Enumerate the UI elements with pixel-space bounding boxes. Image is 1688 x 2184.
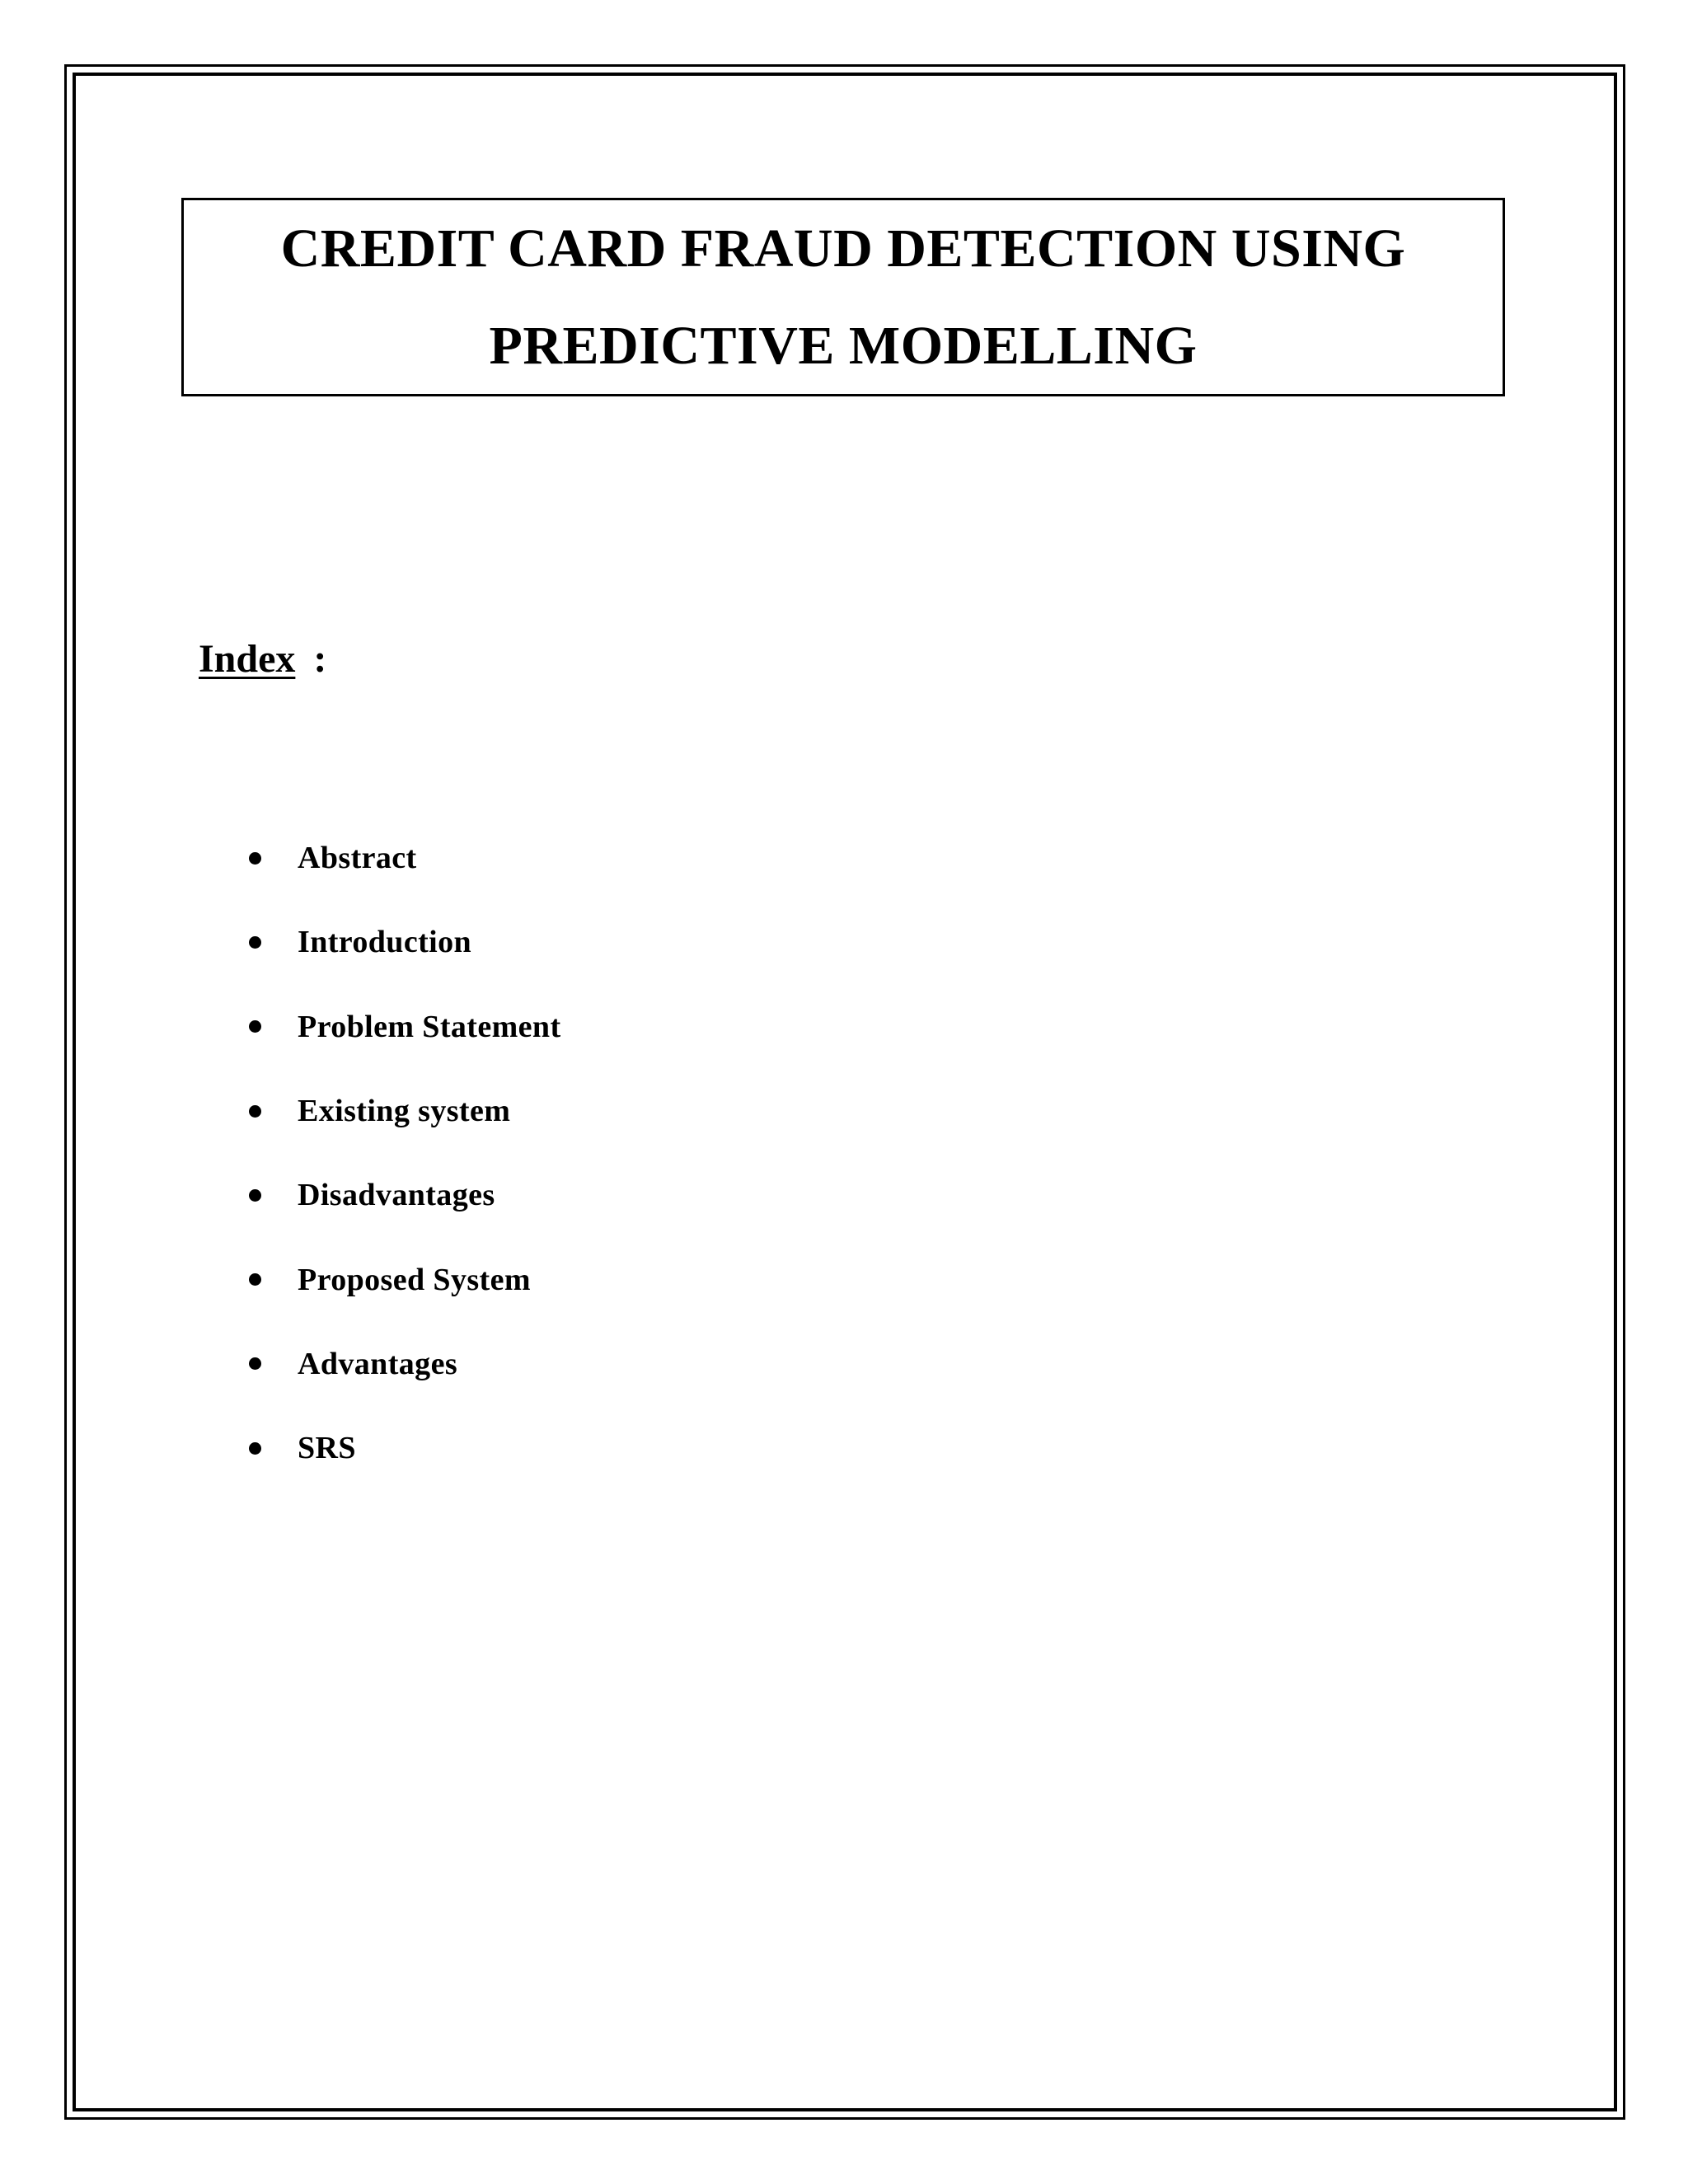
toc-item-existing-system (247, 1069, 511, 1153)
toc-list (247, 816, 561, 1490)
toc-item-proposed-system (247, 1237, 531, 1321)
toc-item-problem-statement (247, 985, 561, 1069)
bullet-icon (249, 1357, 261, 1370)
toc-item-label: Abstract (298, 841, 417, 876)
index-heading (199, 633, 326, 686)
toc-item-label: Proposed System (298, 1262, 531, 1297)
bullet-icon (249, 1189, 261, 1202)
bullet-icon (249, 1020, 261, 1033)
bullet-icon (249, 1105, 261, 1118)
toc-item-abstract (247, 816, 417, 900)
title-line-2: PREDICTIVE MODELLING (489, 315, 1198, 376)
title-box (181, 198, 1505, 396)
bullet-icon (249, 1442, 261, 1455)
toc-item-label: SRS (298, 1431, 356, 1466)
title-line-1: CREDIT CARD FRAUD DETECTION USING (280, 218, 1406, 279)
toc-item-srs (247, 1406, 356, 1490)
toc-item-label: Introduction (298, 925, 472, 960)
toc-item-advantages (247, 1322, 458, 1406)
toc-item-disadvantages (247, 1153, 495, 1237)
toc-item-label: Advantages (298, 1346, 458, 1381)
index-heading-colon: : (313, 637, 327, 681)
toc-item-label: Disadvantages (298, 1178, 495, 1213)
bullet-icon (249, 1273, 261, 1286)
toc-item-introduction (247, 900, 472, 984)
index-heading-label: Index (199, 637, 296, 681)
toc-item-label: Problem Statement (298, 1009, 561, 1044)
toc-item-label: Existing system (298, 1094, 511, 1129)
bullet-icon (249, 936, 261, 949)
bullet-icon (249, 852, 261, 865)
